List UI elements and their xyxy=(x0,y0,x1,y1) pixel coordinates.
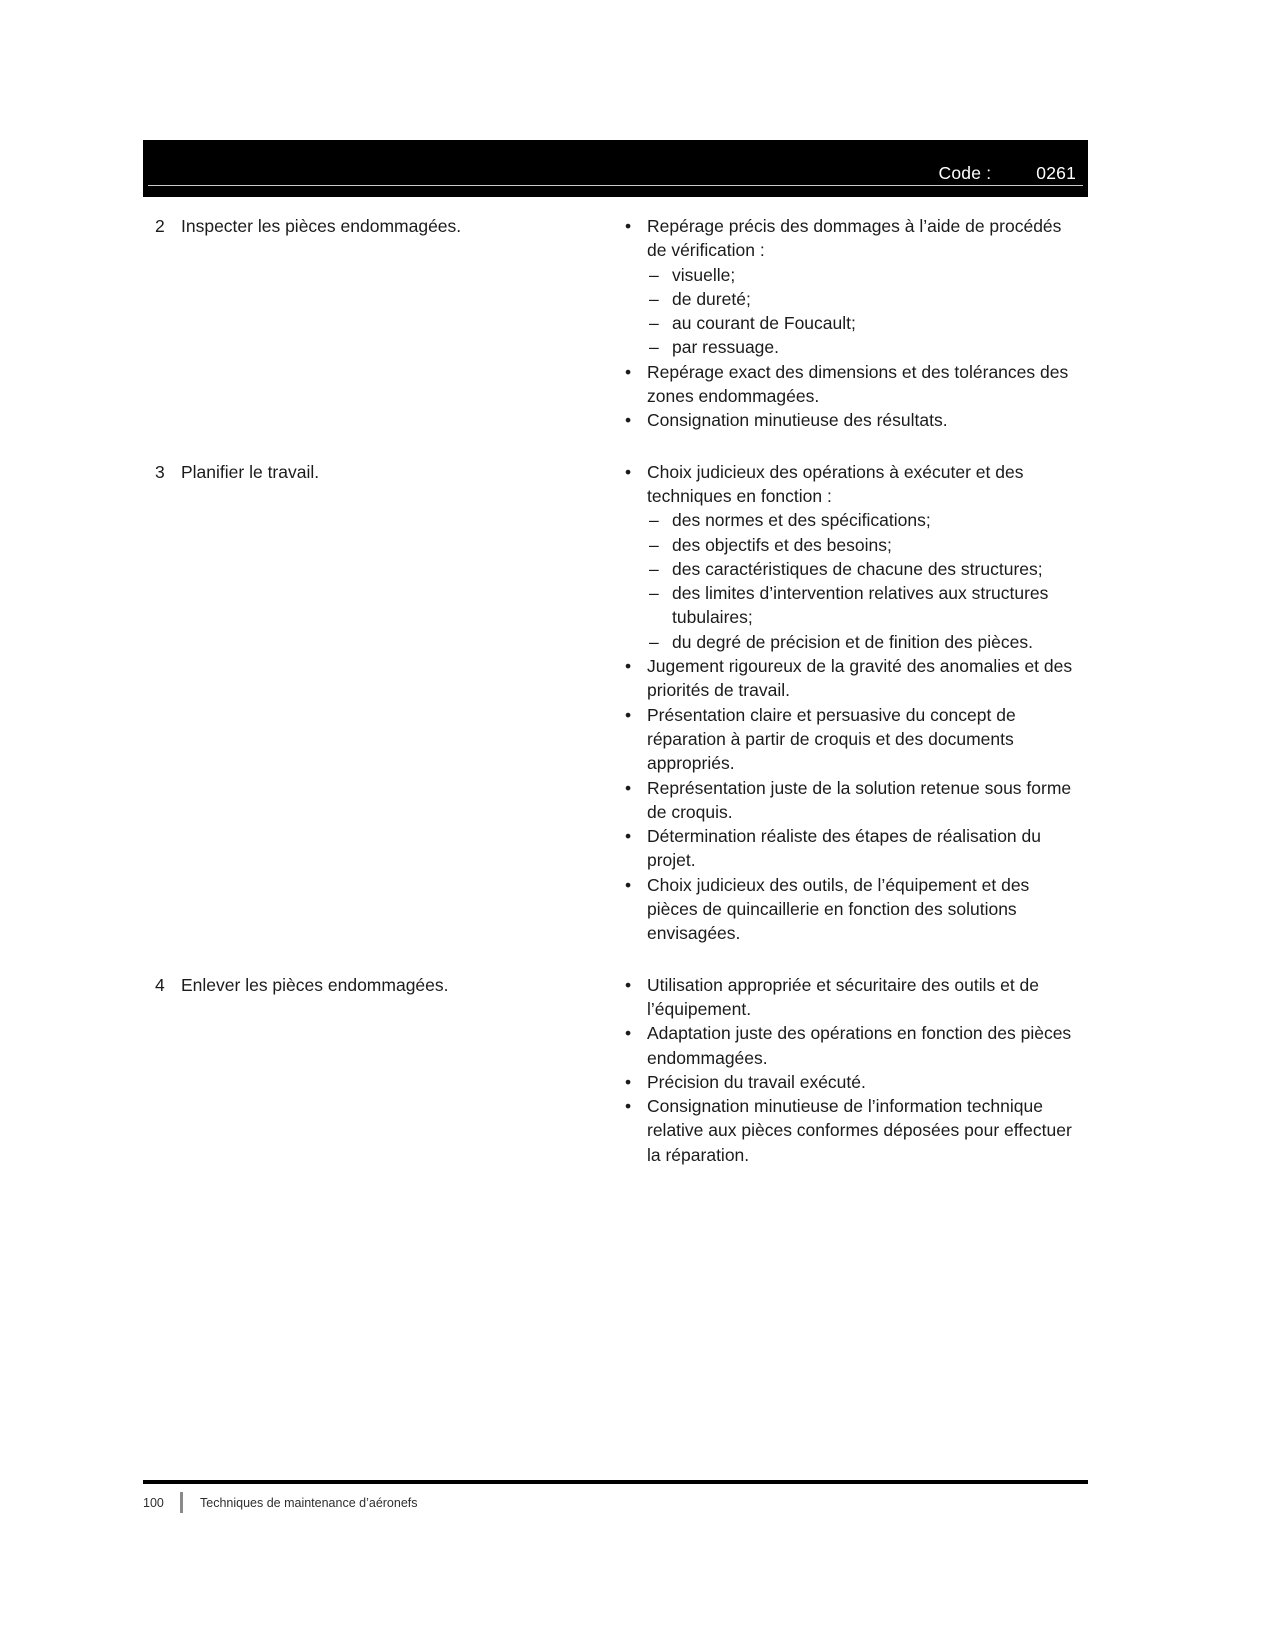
sub-item xyxy=(625,630,1084,654)
bullet-text: Repérage précis des dommages à l’aide de procédés de vérification : xyxy=(647,216,1062,261)
bullet-icon: • xyxy=(625,1096,632,1117)
code-value: 0261 xyxy=(1036,163,1076,183)
bullet-text: Présentation claire et persuasive du concept de réparation à partir de croquis et des documents appropriés. xyxy=(647,704,1016,774)
bullet-item xyxy=(625,703,1084,776)
dash-icon: – xyxy=(649,264,659,285)
section-left xyxy=(143,214,625,433)
section-title: Planifier le travail. xyxy=(181,461,320,482)
bullet-text: Représentation juste de la solution retenue sous forme de croquis. xyxy=(647,777,1072,822)
bullet-icon: • xyxy=(625,777,632,798)
header-bar xyxy=(143,140,1088,197)
bullet-text: Précision du travail exécuté. xyxy=(647,1071,866,1092)
bullet-item xyxy=(625,214,1084,263)
bullet-text: Choix judicieux des opérations à exécuter et des techniques en fonction : xyxy=(647,461,1024,506)
sub-item-text: visuelle; xyxy=(672,264,736,285)
header-underline xyxy=(148,185,1083,186)
bullet-icon: • xyxy=(625,1071,632,1092)
section-right xyxy=(625,460,1088,946)
header-fields xyxy=(939,163,1077,184)
section-row xyxy=(143,460,1088,946)
page-number: 100 xyxy=(143,1495,164,1510)
code-label: Code : xyxy=(938,163,992,183)
bullet-item xyxy=(625,824,1084,873)
section-row xyxy=(143,973,1088,1167)
section-left xyxy=(143,460,625,946)
section-right xyxy=(625,214,1088,433)
dash-icon: – xyxy=(649,583,659,604)
sub-item xyxy=(625,263,1084,287)
bullet-icon: • xyxy=(625,410,632,431)
bullet-item xyxy=(625,973,1084,1022)
bullet-icon: • xyxy=(625,1023,632,1044)
bullet-icon: • xyxy=(625,656,632,677)
section-title: Inspecter les pièces endommagées. xyxy=(181,216,462,236)
sub-item xyxy=(625,335,1084,359)
section-number: 4 xyxy=(155,974,165,995)
sub-item-text: au courant de Foucault; xyxy=(672,313,856,334)
bullet-item xyxy=(625,408,1084,432)
bullet-item xyxy=(625,360,1084,409)
sub-item xyxy=(625,287,1084,311)
section-row xyxy=(143,214,1088,433)
footer xyxy=(143,1492,418,1513)
dash-icon: – xyxy=(649,558,659,579)
sub-item xyxy=(625,508,1084,532)
bullet-text: Détermination réaliste des étapes de réalisation du projet. xyxy=(647,826,1041,871)
section-number: 3 xyxy=(155,461,165,482)
bullet-item xyxy=(625,1094,1084,1167)
dash-icon: – xyxy=(649,534,659,555)
sub-item xyxy=(625,581,1084,630)
bullet-item xyxy=(625,654,1084,703)
bullet-item xyxy=(625,1021,1084,1070)
sub-item-text: par ressuage. xyxy=(672,337,780,358)
sub-item-text: des normes et des spécifications; xyxy=(672,510,931,531)
sub-item xyxy=(625,533,1084,557)
sub-item-text: de dureté; xyxy=(672,288,751,309)
bullet-icon: • xyxy=(625,361,632,382)
footer-title: Techniques de maintenance d’aéronefs xyxy=(200,1495,418,1510)
content-sections xyxy=(143,214,1088,1167)
section-right xyxy=(625,973,1088,1167)
section-number: 2 xyxy=(155,216,165,236)
bullet-icon: • xyxy=(625,974,632,995)
bullet-icon: • xyxy=(625,216,632,236)
bullet-text: Repérage exact des dimensions et des tolérances des zones endommagées. xyxy=(647,361,1069,407)
footer-rule xyxy=(143,1480,1088,1484)
section-left xyxy=(143,973,625,1167)
sub-item xyxy=(625,557,1084,581)
bullet-item xyxy=(625,1070,1084,1094)
bullet-text: Choix judicieux des outils, de l’équipement et des pièces de quincaillerie en fonction des solutions envisagées. xyxy=(647,874,1030,944)
bullet-text: Consignation minutieuse des résultats. xyxy=(647,410,948,431)
bullet-item xyxy=(625,873,1084,946)
sub-item-text: des limites d’intervention relatives aux structures tubulaires; xyxy=(672,583,1049,628)
bullet-icon: • xyxy=(625,461,632,482)
bullet-text: Consignation minutieuse de l’information technique relative aux pièces conformes déposées pour effectuer la réparation. xyxy=(647,1096,1072,1165)
bullet-icon: • xyxy=(625,704,632,725)
sub-item xyxy=(625,311,1084,335)
sub-item-text: des objectifs et des besoins; xyxy=(672,534,892,555)
bullet-text: Jugement rigoureux de la gravité des anomalies et des priorités de travail. xyxy=(647,656,1073,701)
dash-icon: – xyxy=(649,337,659,358)
sub-item-text: des caractéristiques de chacune des structures; xyxy=(672,558,1043,579)
bullet-item xyxy=(625,776,1084,825)
dash-icon: – xyxy=(649,631,659,652)
bullet-item xyxy=(625,460,1084,509)
bullet-icon: • xyxy=(625,874,632,895)
dash-icon: – xyxy=(649,313,659,334)
footer-divider xyxy=(180,1492,183,1513)
bullet-text: Utilisation appropriée et sécuritaire des outils et de l’équipement. xyxy=(647,974,1040,1019)
bullet-icon: • xyxy=(625,826,632,847)
section-title: Enlever les pièces endommagées. xyxy=(181,974,449,995)
dash-icon: – xyxy=(649,510,659,531)
dash-icon: – xyxy=(649,288,659,309)
sub-item-text: du degré de précision et de finition des pièces. xyxy=(672,631,1033,652)
bullet-text: Adaptation juste des opérations en fonction des pièces endommagées. xyxy=(647,1023,1072,1068)
